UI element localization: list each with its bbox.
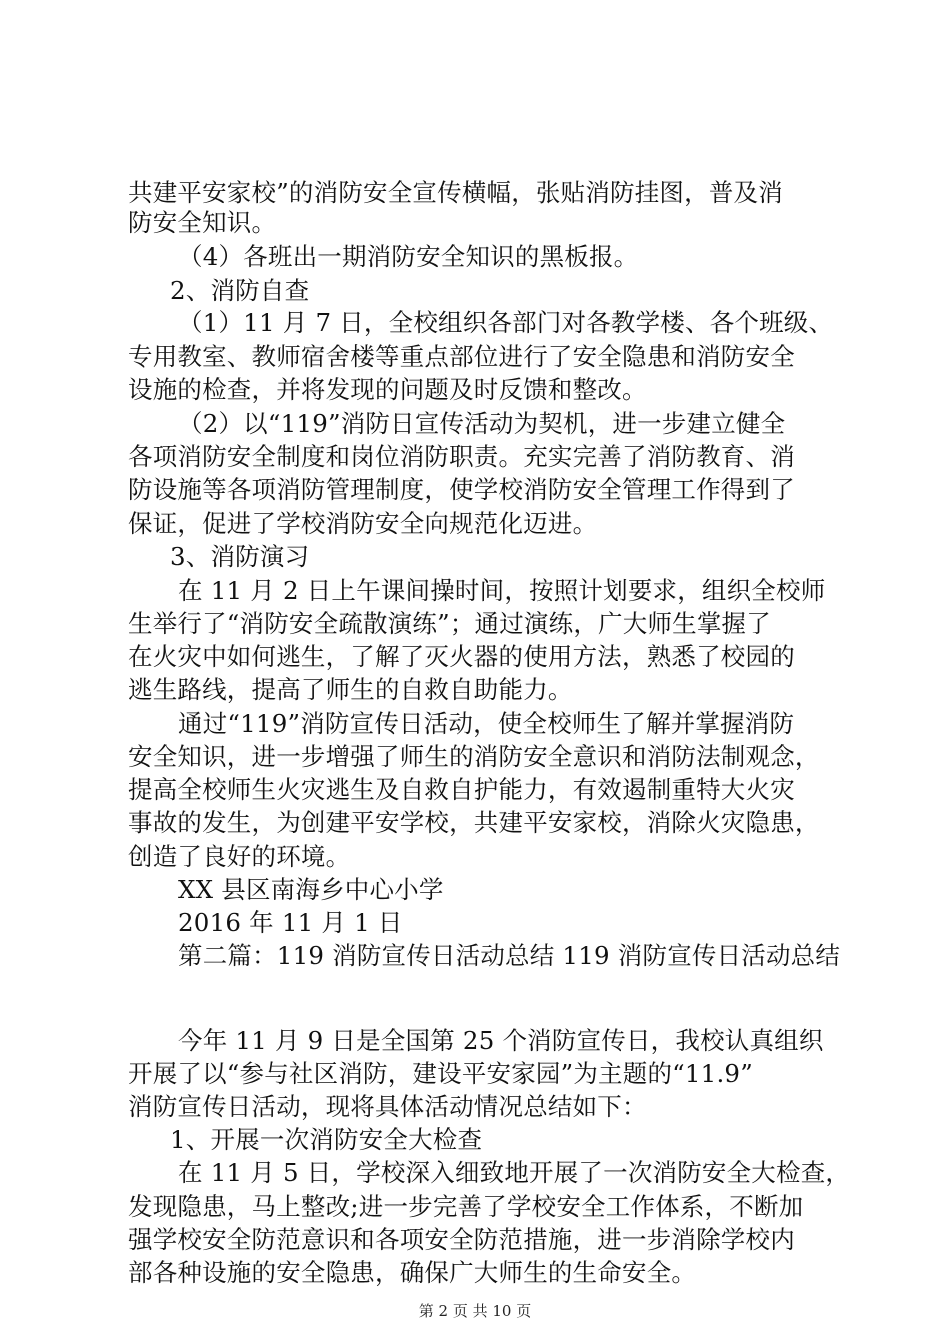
text-line: 消防宣传日活动，现将具体活动情况总结如下： <box>128 1092 647 1121</box>
text-line: 事故的发生，为创建平安学校，共建平安家校，消除火灾隐患， <box>128 808 820 837</box>
text-line: 在 11 月 2 日上午课间操时间，按照计划要求，组织全校师 <box>178 576 826 605</box>
text-line: 安全知识，进一步增强了师生的消防安全意识和消防法制观念， <box>128 742 820 771</box>
section-heading: 3、消防演习 <box>170 542 310 571</box>
text-line: 逃生路线，提高了师生的自救自助能力。 <box>128 675 573 704</box>
signature-org: XX 县区南海乡中心小学 <box>178 875 444 904</box>
text-line: 保证，促进了学校消防安全向规范化迈进。 <box>128 509 598 538</box>
section-heading: 2、消防自查 <box>170 276 310 305</box>
text-line: 防设施等各项消防管理制度，使学校消防安全管理工作得到了 <box>128 475 795 504</box>
text-line: （2）以“119”消防日宣传活动为契机，进一步建立健全 <box>178 409 786 438</box>
text-line: 提高全校师生火灾逃生及自救自护能力，有效遏制重特大火灾 <box>128 775 795 804</box>
text-line: （1）11 月 7 日，全校组织各部门对各教学楼、各个班级、 <box>178 308 834 337</box>
text-line: 开展了以“参与社区消防，建设平安家园”为主题的“11.9” <box>128 1059 753 1088</box>
text-line: 在 11 月 5 日，学校深入细致地开展了一次消防安全大检查， <box>178 1158 851 1187</box>
text-line: （4）各班出一期消防安全知识的黑板报。 <box>178 242 639 271</box>
text-line: 今年 11 月 9 日是全国第 25 个消防宣传日，我校认真组织 <box>178 1026 824 1055</box>
text-line: 通过“119”消防宣传日活动，使全校师生了解并掌握消防 <box>178 709 795 738</box>
text-line: 创造了良好的环境。 <box>128 842 351 871</box>
page-number-footer: 第 2 页 共 10 页 <box>418 1302 532 1320</box>
text-line: 发现隐患，马上整改;进一步完善了学校安全工作体系，不断加 <box>128 1192 804 1221</box>
signature-date: 2016 年 11 月 1 日 <box>178 908 403 937</box>
section-heading: 1、开展一次消防安全大检查 <box>170 1125 483 1154</box>
text-line: 生举行了“消防安全疏散演练”；通过演练，广大师生掌握了 <box>128 609 771 638</box>
text-line: 防安全知识。 <box>128 208 277 237</box>
text-line: 强学校安全防范意识和各项安全防范措施，进一步消除学校内 <box>128 1225 795 1254</box>
chapter-title: 第二篇：119 消防宣传日活动总结 119 消防宣传日活动总结 <box>178 941 841 970</box>
text-line: 各项消防安全制度和岗位消防职责。充实完善了消防教育、消 <box>128 442 795 471</box>
text-line: 共建平安家校”的消防安全宣传横幅，张贴消防挂图，普及消 <box>128 178 783 207</box>
text-line: 在火灾中如何逃生，了解了灭火器的使用方法，熟悉了校园的 <box>128 642 795 671</box>
text-line: 设施的检查，并将发现的问题及时反馈和整改。 <box>128 375 647 404</box>
text-line: 专用教室、教师宿舍楼等重点部位进行了安全隐患和消防安全 <box>128 342 795 371</box>
text-line: 部各种设施的安全隐患，确保广大师生的生命安全。 <box>128 1258 697 1287</box>
